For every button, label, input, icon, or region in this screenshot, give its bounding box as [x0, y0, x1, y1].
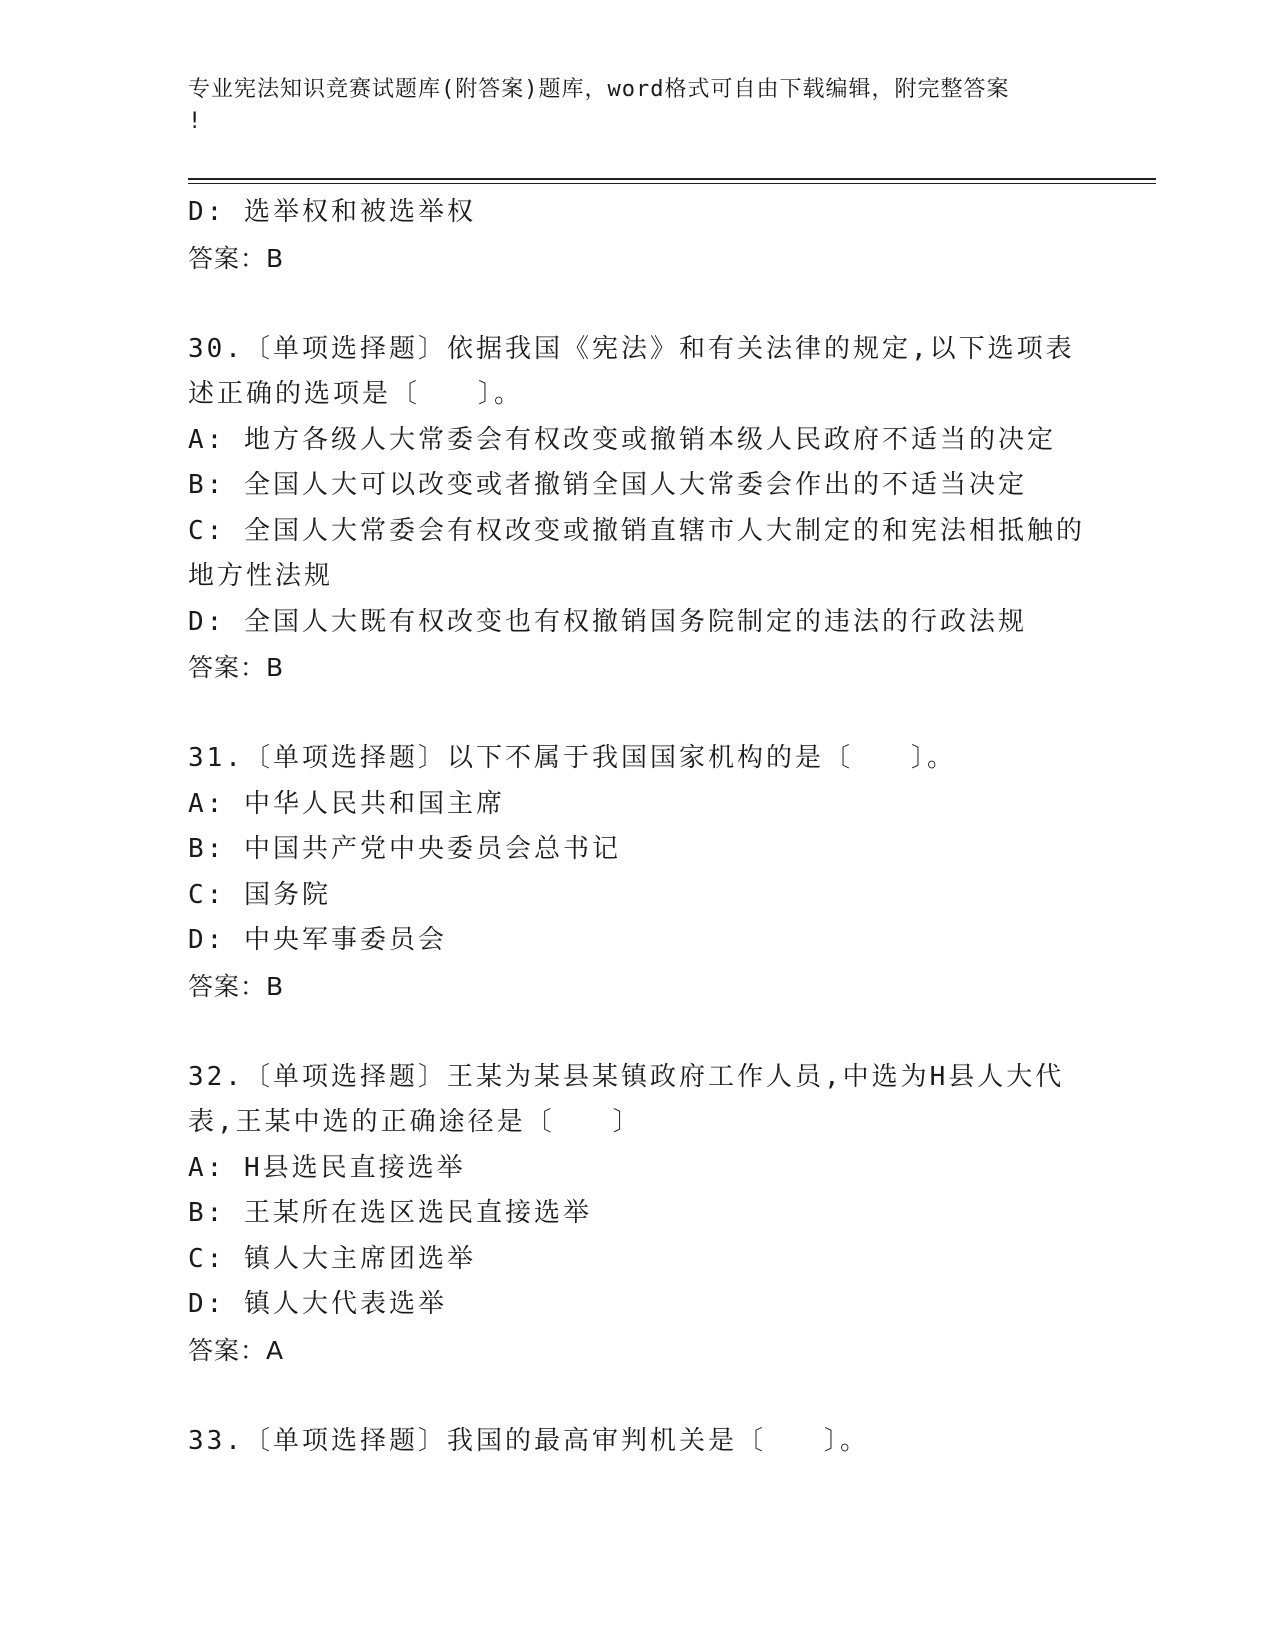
option-c: C: 全国人大常委会有权改变或撤销直辖市人大制定的和宪法相抵触的: [188, 515, 1085, 546]
spacer: [188, 1373, 1088, 1419]
document-header: [188, 74, 1068, 138]
question-32: [188, 1055, 1088, 1374]
header-text-line-2: !: [188, 109, 203, 134]
question-30: [188, 327, 1088, 691]
header-divider-thin: [188, 183, 1156, 184]
question-33: [188, 1419, 1088, 1465]
header-divider-thick: [188, 178, 1156, 180]
question-list: [188, 190, 1088, 1464]
spacer: [188, 691, 1088, 737]
question-29-tail: [188, 190, 1088, 281]
option-b: B: 中国共产党中央委员会总书记: [188, 834, 621, 864]
answer: 答案：B: [188, 653, 285, 682]
option-a: A: H县选民直接选举: [188, 1152, 466, 1183]
option-c: C: 国务院: [188, 879, 331, 910]
answer: 答案：B: [188, 243, 285, 273]
spacer: [188, 1009, 1088, 1055]
question-stem-continued: 述正确的选项是〔 〕。: [188, 379, 524, 409]
header-text-line-1: 专业宪法知识竞赛试题库(附答案)题库，word格式可自由下载编辑，附完整答案: [188, 77, 1010, 102]
option-d: D: 中央军事委员会: [188, 925, 447, 955]
option-c-continued: 地方性法规: [188, 561, 334, 591]
question-stem: 32.〔单项选择题〕王某为某县某镇政府工作人员,中选为H县人大代: [188, 1061, 1065, 1092]
question-stem: 30.〔单项选择题〕依据我国《宪法》和有关法律的规定,以下选项表: [188, 333, 1075, 364]
option-c: C: 镇人大主席团选举: [188, 1243, 476, 1274]
option-b: B: 全国人大可以改变或者撤销全国人大常委会作出的不适当决定: [188, 470, 1027, 500]
question-31: [188, 736, 1088, 1009]
question-stem: 31.〔单项选择题〕以下不属于我国国家机构的是〔 〕。: [188, 743, 956, 773]
option-d: D: 镇人大代表选举: [188, 1289, 447, 1319]
question-stem: 33.〔单项选择题〕我国的最高审判机关是〔 〕。: [188, 1425, 869, 1456]
answer: 答案：B: [188, 971, 285, 1001]
option-a: A: 中华人民共和国主席: [188, 788, 505, 819]
option-d: D: 选举权和被选举权: [188, 197, 476, 227]
answer: 答案：A: [188, 1335, 285, 1365]
question-stem-continued: 表,王某中选的正确途径是〔 〕: [188, 1107, 642, 1137]
option-b: B: 王某所在选区选民直接选举: [188, 1198, 592, 1228]
option-a: A: 地方各级人大常委会有权改变或撤销本级人民政府不适当的决定: [188, 424, 1056, 455]
spacer: [188, 281, 1088, 327]
option-d: D: 全国人大既有权改变也有权撤销国务院制定的违法的行政法规: [188, 606, 1027, 637]
